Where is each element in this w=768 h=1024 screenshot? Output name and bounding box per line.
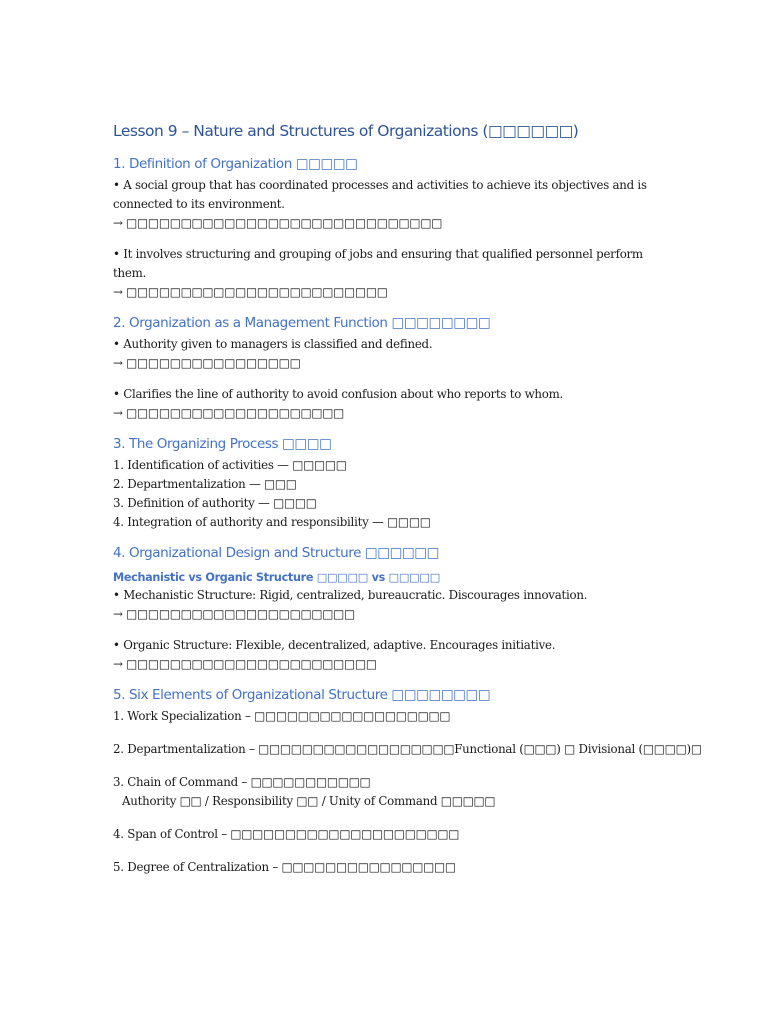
section-2-paragraph-1-translation: → □□□□□□□□□□□□□□□□ bbox=[113, 356, 301, 370]
list-item: 5. Degree of Centralization – □□□□□□□□□□□□□□□□ bbox=[113, 860, 456, 874]
section-1-paragraph-1: • A social group that has coordinated processes and activities to achieve its objectives and is connected to its environment. bbox=[113, 178, 647, 211]
section-1-paragraph-2-translation: → □□□□□□□□□□□□□□□□□□□□□□□□ bbox=[113, 285, 388, 299]
list-item-subline: Authority □□ / Responsibility □□ / Unity of Command □□□□□ bbox=[122, 794, 496, 808]
list-item: 1. Identification of activities — □□□□□ bbox=[113, 458, 347, 472]
section-4-paragraph-2-translation: → □□□□□□□□□□□□□□□□□□□□□□□ bbox=[113, 657, 377, 671]
list-item: 4. Integration of authority and responsibility — □□□□ bbox=[113, 515, 431, 529]
section-2-paragraph-2: • Clarifies the line of authority to avoid confusion about who reports to whom. bbox=[113, 387, 564, 401]
list-item: 2. Departmentalization – □□□□□□□□□□□□□□□□□□Functional (□□□) □ Divisional (□□□□)□ bbox=[113, 742, 702, 756]
section-4-paragraph-1: • Mechanistic Structure: Rigid, centralized, bureaucratic. Discourages innovation. bbox=[113, 588, 588, 602]
section-4-heading: 4. Organizational Design and Structure □□□□□□ bbox=[113, 545, 440, 561]
lesson-title: Lesson 9 – Nature and Structures of Organizations (□□□□□□) bbox=[113, 122, 579, 140]
list-item: 3. Chain of Command – □□□□□□□□□□□ bbox=[113, 775, 371, 789]
section-2-paragraph-1: • Authority given to managers is classified and defined. bbox=[113, 337, 433, 351]
document-body bbox=[113, 122, 702, 877]
list-item: 1. Work Specialization – □□□□□□□□□□□□□□□□□□ bbox=[113, 709, 451, 723]
section-1-paragraph-2: • It involves structuring and grouping of jobs and ensuring that qualified personnel perform them. bbox=[113, 247, 643, 280]
section-2-heading: 2. Organization as a Management Function □□□□□□□□ bbox=[113, 315, 491, 331]
section-1-paragraph-1-translation: → □□□□□□□□□□□□□□□□□□□□□□□□□□□□□ bbox=[113, 216, 443, 230]
section-5-heading: 5. Six Elements of Organizational Structure □□□□□□□□ bbox=[113, 687, 491, 703]
section-2-paragraph-2-translation: → □□□□□□□□□□□□□□□□□□□□ bbox=[113, 406, 345, 420]
list-item: 2. Departmentalization — □□□ bbox=[113, 477, 297, 491]
section-3-heading: 3. The Organizing Process □□□□ bbox=[113, 436, 332, 452]
section-4-subheading: Mechanistic vs Organic Structure □□□□□ vs □□□□□ bbox=[113, 571, 440, 584]
list-item: 4. Span of Control – □□□□□□□□□□□□□□□□□□□□□ bbox=[113, 827, 460, 841]
section-4-paragraph-1-translation: → □□□□□□□□□□□□□□□□□□□□□ bbox=[113, 607, 355, 621]
section-4-paragraph-2: • Organic Structure: Flexible, decentralized, adaptive. Encourages initiative. bbox=[113, 638, 556, 652]
section-1-heading: 1. Definition of Organization □□□□□ bbox=[113, 156, 358, 172]
list-item: 3. Definition of authority — □□□□ bbox=[113, 496, 317, 510]
